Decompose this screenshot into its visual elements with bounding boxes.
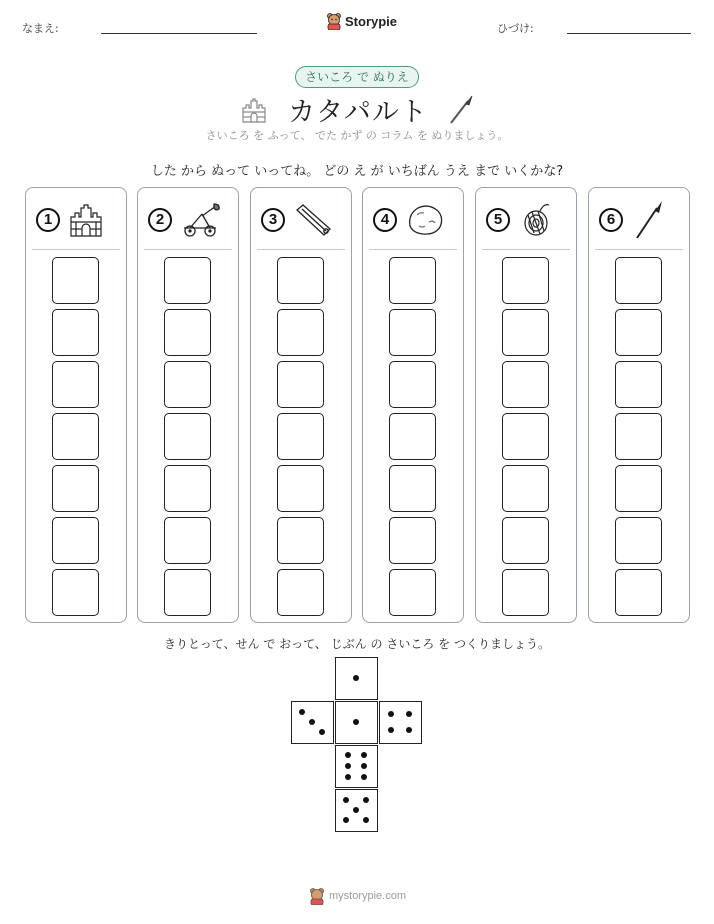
column-header bbox=[261, 200, 345, 240]
column-divider bbox=[369, 249, 457, 250]
die-pip bbox=[363, 797, 369, 803]
die-face-top bbox=[335, 657, 378, 700]
die-pip bbox=[343, 797, 349, 803]
color-cell[interactable] bbox=[52, 569, 99, 616]
die-pip bbox=[345, 763, 351, 769]
die-pip bbox=[319, 729, 325, 735]
color-cell[interactable] bbox=[502, 517, 549, 564]
brand-logo bbox=[326, 12, 397, 30]
die-pip bbox=[361, 774, 367, 780]
bear-mascot-icon bbox=[326, 12, 342, 30]
page-title: カタパルト bbox=[288, 97, 428, 128]
color-cell[interactable] bbox=[164, 257, 211, 304]
column-1 bbox=[25, 187, 127, 623]
castle-icon bbox=[68, 202, 104, 238]
color-cell[interactable] bbox=[389, 413, 436, 460]
color-cell[interactable] bbox=[277, 517, 324, 564]
column-4 bbox=[362, 187, 464, 623]
color-cell[interactable] bbox=[52, 361, 99, 408]
column-number: 3 bbox=[261, 208, 285, 232]
column-divider bbox=[32, 249, 120, 250]
die-pip bbox=[343, 817, 349, 823]
column-divider bbox=[595, 249, 683, 250]
color-cell[interactable] bbox=[502, 309, 549, 356]
column-number: 6 bbox=[599, 208, 623, 232]
color-cell[interactable] bbox=[164, 361, 211, 408]
column-header bbox=[599, 200, 683, 240]
color-cell[interactable] bbox=[52, 413, 99, 460]
color-cell[interactable] bbox=[502, 413, 549, 460]
catapult-icon bbox=[180, 202, 222, 238]
die-pip bbox=[353, 675, 359, 681]
color-cell[interactable] bbox=[615, 257, 662, 304]
date-line[interactable] bbox=[567, 33, 691, 34]
die-face-bottom bbox=[335, 789, 378, 832]
column-2 bbox=[137, 187, 239, 623]
color-cell[interactable] bbox=[502, 257, 549, 304]
die-pip bbox=[388, 711, 394, 717]
die-pip bbox=[388, 727, 394, 733]
footer bbox=[309, 887, 406, 905]
name-line[interactable] bbox=[101, 33, 257, 34]
die-pip bbox=[353, 807, 359, 813]
color-cell[interactable] bbox=[502, 569, 549, 616]
subtitle: さいころ を ふって、 でた かず の コラム を ぬりましょう。 bbox=[205, 129, 509, 142]
color-cell[interactable] bbox=[615, 465, 662, 512]
color-cell[interactable] bbox=[277, 361, 324, 408]
die-face-right bbox=[379, 701, 422, 744]
column-5 bbox=[475, 187, 577, 623]
color-cell[interactable] bbox=[615, 569, 662, 616]
column-header bbox=[486, 200, 570, 240]
wooden-plank-icon bbox=[293, 202, 333, 238]
color-cell[interactable] bbox=[164, 569, 211, 616]
color-cell[interactable] bbox=[277, 465, 324, 512]
die-pip bbox=[406, 711, 412, 717]
spear-icon bbox=[448, 95, 474, 125]
activity-badge: さいころ で ぬりえ bbox=[295, 66, 419, 88]
bear-mascot-icon bbox=[309, 887, 325, 905]
column-divider bbox=[482, 249, 570, 250]
color-cell[interactable] bbox=[164, 413, 211, 460]
color-cell[interactable] bbox=[389, 361, 436, 408]
color-cell[interactable] bbox=[164, 309, 211, 356]
column-header bbox=[36, 200, 120, 240]
column-number: 2 bbox=[148, 208, 172, 232]
color-cell[interactable] bbox=[389, 569, 436, 616]
color-cell[interactable] bbox=[164, 465, 211, 512]
boulder-icon bbox=[405, 202, 445, 238]
column-number: 1 bbox=[36, 208, 60, 232]
die-pip bbox=[361, 752, 367, 758]
instruction: した から ぬって いってね。 どの え が いちばん うえ まで いくかな? bbox=[150, 164, 564, 179]
color-cell[interactable] bbox=[277, 257, 324, 304]
die-pip bbox=[299, 709, 305, 715]
column-3 bbox=[250, 187, 352, 623]
column-divider bbox=[144, 249, 232, 250]
footer-url[interactable]: mystorypie.com bbox=[329, 890, 407, 902]
color-cell[interactable] bbox=[615, 517, 662, 564]
color-cell[interactable] bbox=[52, 517, 99, 564]
color-cell[interactable] bbox=[389, 309, 436, 356]
title-row bbox=[0, 90, 714, 129]
column-divider bbox=[257, 249, 345, 250]
date-label: ひづけ: bbox=[497, 22, 534, 35]
color-cell[interactable] bbox=[502, 465, 549, 512]
color-cell[interactable] bbox=[164, 517, 211, 564]
color-cell[interactable] bbox=[277, 413, 324, 460]
color-cell[interactable] bbox=[615, 413, 662, 460]
color-cell[interactable] bbox=[52, 257, 99, 304]
spear-icon bbox=[631, 200, 665, 240]
color-cell[interactable] bbox=[502, 361, 549, 408]
cut-instruction: きりとって、せん で おって、 じぶん の さいころ を つくりましょう。 bbox=[164, 637, 550, 651]
color-cell[interactable] bbox=[389, 257, 436, 304]
rope-coil-icon bbox=[518, 201, 554, 239]
color-cell[interactable] bbox=[615, 309, 662, 356]
die-pip bbox=[353, 719, 359, 725]
column-header bbox=[373, 200, 457, 240]
die-pip bbox=[309, 719, 315, 725]
column-header bbox=[148, 200, 232, 240]
name-label: なまえ: bbox=[22, 22, 59, 35]
color-cell[interactable] bbox=[277, 569, 324, 616]
die-pip bbox=[345, 774, 351, 780]
column-number: 5 bbox=[486, 208, 510, 232]
color-cell[interactable] bbox=[52, 309, 99, 356]
column-number: 4 bbox=[373, 208, 397, 232]
die-pip bbox=[361, 763, 367, 769]
die-pip bbox=[345, 752, 351, 758]
color-cell[interactable] bbox=[277, 309, 324, 356]
column-6 bbox=[588, 187, 690, 623]
castle-icon bbox=[240, 96, 268, 124]
die-face-left bbox=[291, 701, 334, 744]
die-face-lower bbox=[335, 745, 378, 788]
die-pip bbox=[406, 727, 412, 733]
color-cell[interactable] bbox=[52, 465, 99, 512]
color-cell[interactable] bbox=[389, 517, 436, 564]
die-pip bbox=[363, 817, 369, 823]
color-cell[interactable] bbox=[615, 361, 662, 408]
color-cell[interactable] bbox=[389, 465, 436, 512]
brand-name: Storypie bbox=[345, 13, 398, 29]
die-face-center bbox=[335, 701, 378, 744]
